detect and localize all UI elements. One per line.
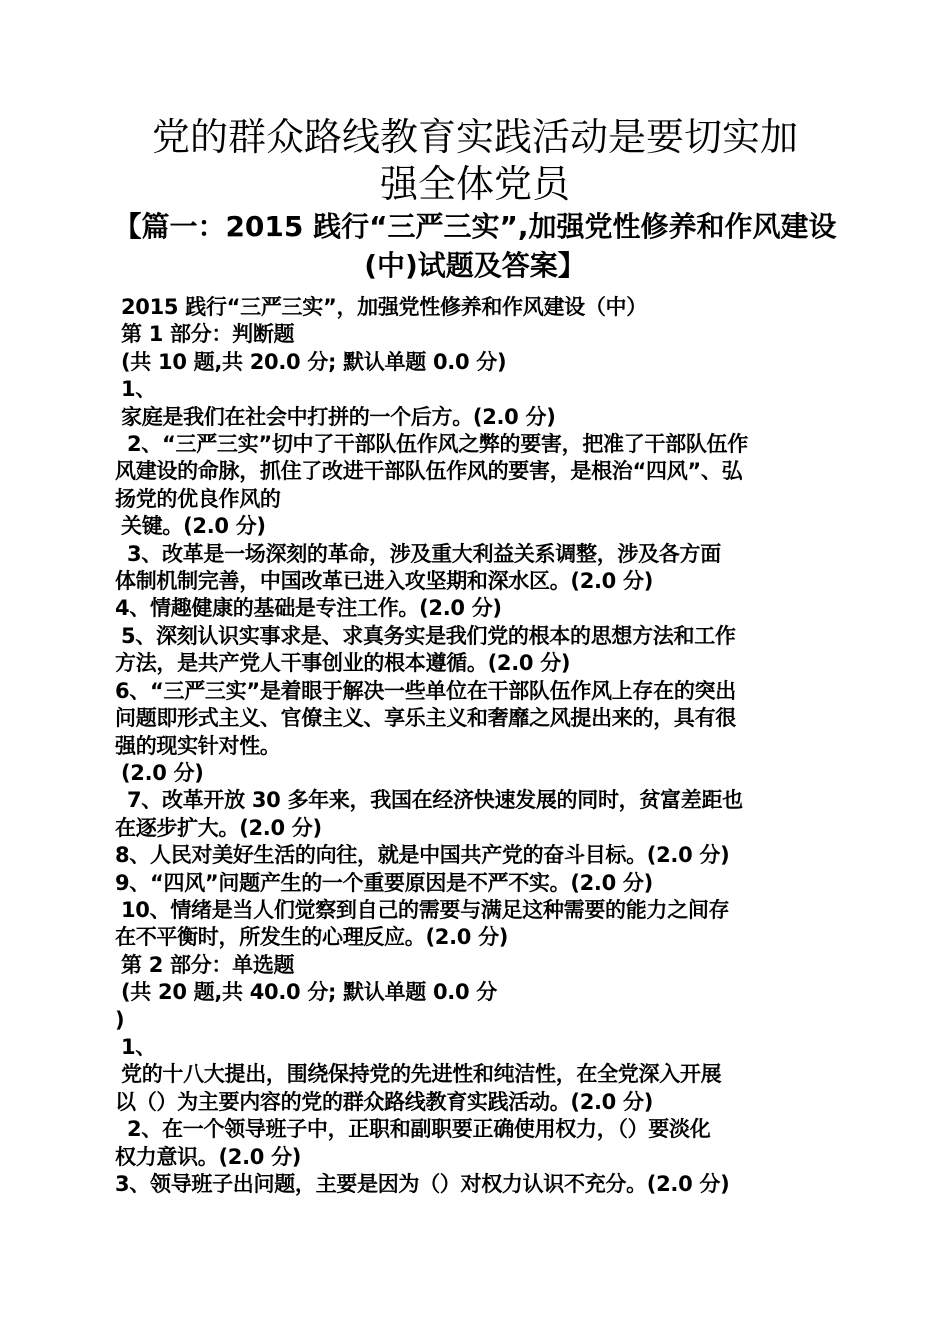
section-heading: 第 1 部分：判断题: [121, 322, 295, 347]
body-line: 风建设的命脉，抓住了改进干部队伍作风的要害，是根治“四风”、弘: [115, 459, 743, 484]
body-line: 2、在一个领导班子中，正职和副职要正确使用权力，（）要淡化: [127, 1117, 711, 1142]
body-line: (2.0 分): [121, 760, 204, 785]
body-line: 在逐步扩大。(2.0 分): [115, 815, 322, 840]
body-line: 关键。(2.0 分): [121, 514, 266, 539]
body-line: 6、“三严三实”是着眼于解决一些单位在干部队伍作风上存在的突出: [115, 678, 736, 703]
question-number: 1、: [121, 377, 157, 402]
body-line: 5、深刻认识实事求是、求真务实是我们党的根本的思想方法和工作: [121, 623, 736, 648]
body-line: ): [115, 1007, 125, 1032]
body-line: 问题即形式主义、官僚主义、享乐主义和奢靡之风提出来的，具有很: [115, 706, 736, 731]
document-subtitle-line-1: 【篇一：2015 践行“三严三实”,加强党性修养和作风建设: [113, 210, 837, 243]
document-subtitle-line-2: (中)试题及答案】: [364, 249, 586, 282]
body-line: 9、“四风”问题产生的一个重要原因是不严不实。(2.0 分): [115, 870, 653, 895]
question-number: 1、: [121, 1034, 157, 1059]
body-line: 家庭是我们在社会中打拼的一个后方。(2.0 分): [121, 404, 556, 429]
body-line: (共 20 题,共 40.0 分; 默认单题 0.0 分: [121, 980, 497, 1005]
body-line: 2、“三严三实”切中了干部队伍作风之弊的要害，把准了干部队伍作: [127, 432, 748, 457]
body-line: (共 10 题,共 20.0 分; 默认单题 0.0 分): [121, 349, 507, 374]
body-line: 体制机制完善，中国改革已进入攻坚期和深水区。(2.0 分): [115, 569, 654, 594]
body-line: 3、领导班子出问题，主要是因为（）对权力认识不充分。(2.0 分): [115, 1172, 730, 1196]
body-line: 在不平衡时，所发生的心理反应。(2.0 分): [115, 925, 509, 950]
body-line: 权力意识。(2.0 分): [115, 1144, 302, 1169]
body-line: 3、改革是一场深刻的革命，涉及重大利益关系调整，涉及各方面: [127, 541, 721, 566]
body-line: 2015 践行“三严三实”，加强党性修养和作风建设（中）: [121, 295, 647, 319]
body-line: 7、改革开放 30 多年来，我国在经济快速发展的同时，贫富差距也: [127, 788, 743, 813]
document-title-line-1: 党的群众路线教育实践活动是要切实加: [151, 115, 798, 159]
body-line: 强的现实针对性。: [115, 733, 281, 758]
body-line: 以（）为主要内容的党的群众路线教育实践活动。(2.0 分): [115, 1089, 654, 1114]
document-title-line-2: 强全体党员: [379, 162, 570, 206]
body-line: 8、人民对美好生活的向往，就是中国共产党的奋斗目标。(2.0 分): [115, 843, 730, 868]
document-body: [115, 294, 845, 1198]
section-heading: 第 2 部分：单选题: [121, 952, 295, 977]
body-line: 10、情绪是当人们觉察到自己的需要与满足这种需要的能力之间存: [121, 897, 730, 922]
body-line: 方法，是共产党人干事创业的根本遵循。(2.0 分): [115, 651, 571, 676]
body-line: 党的十八大提出，围绕保持党的先进性和纯洁性，在全党深入开展: [121, 1062, 722, 1087]
body-line: 扬党的优良作风的: [115, 486, 281, 511]
body-line: 4、情趣健康的基础是专注工作。(2.0 分): [115, 596, 502, 621]
